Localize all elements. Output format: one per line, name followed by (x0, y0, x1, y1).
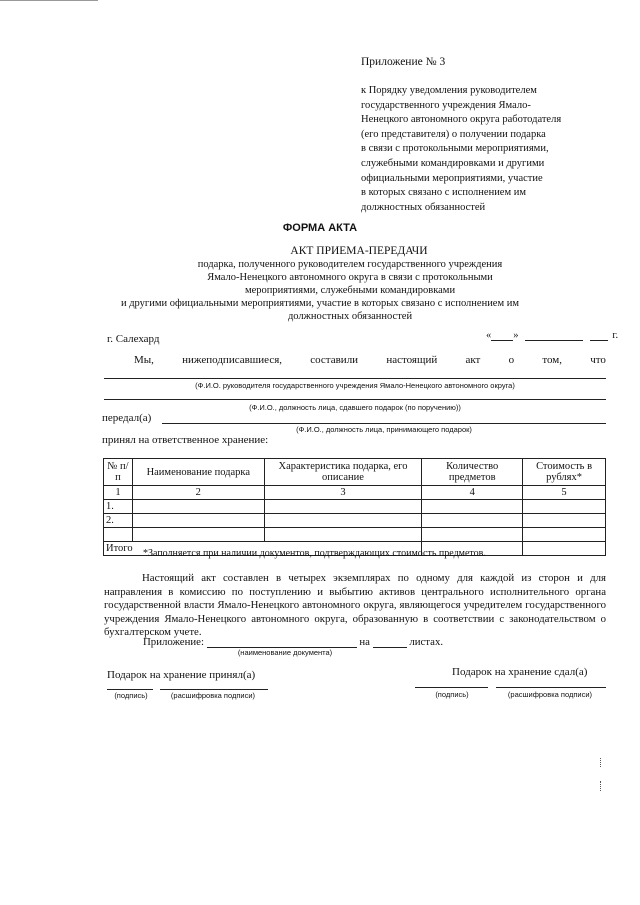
appendix-line: (его представителя) о получении подарка (361, 128, 546, 140)
row-number: 2. (104, 514, 133, 528)
intro-word: том, (542, 354, 562, 366)
appendix-line: в связи с протокольными мероприятиями, (361, 143, 549, 155)
date-year-suffix: г. (612, 330, 619, 341)
date-field[interactable] (486, 330, 618, 341)
cell-cost[interactable] (523, 500, 606, 514)
appendix-line: в которых связано с исполнением им (361, 187, 527, 199)
fio-head-line[interactable] (104, 378, 606, 379)
cell-cost[interactable] (523, 528, 606, 542)
col-number: 3 (264, 486, 422, 500)
appendix-line: официальными мероприятиями, участие (361, 172, 543, 184)
act-subtitle-line: должностных обязанностей (287, 311, 413, 322)
fio-giver-caption: (Ф.И.О., должность лица, сдавшего подарок (по поручению)) (249, 403, 461, 412)
accepted-decoding-line[interactable] (160, 689, 268, 690)
cell-name[interactable] (132, 528, 264, 542)
handed-label: передал(а) (102, 412, 152, 424)
total-cost[interactable] (523, 542, 606, 556)
accepted-signature-caption: (подпись) (114, 691, 148, 700)
fio-head-caption: (Ф.И.О. руководителя государственного учреждения Ямало-Ненецкого автономного округа) (195, 381, 515, 390)
row-number: 1. (104, 500, 133, 514)
fio-receiver-line[interactable] (162, 423, 606, 424)
handed-signature-line[interactable] (415, 687, 488, 688)
date-month-blank[interactable] (525, 330, 583, 341)
act-subtitle-line: и другими официальными мероприятиями, участие в которых связано с исполнением им (120, 298, 520, 309)
act-title: АКТ ПРИЕМА-ПЕРЕДАЧИ (290, 245, 428, 257)
scan-mark (600, 781, 601, 791)
intro-word: что (590, 354, 606, 366)
attachment-label: Приложение: (143, 636, 204, 648)
attachment-sheets: листах. (409, 636, 444, 648)
place-label: г. Салехард (107, 333, 160, 345)
intro-word: о (508, 354, 515, 366)
col-header-name: Наименование подарка (132, 459, 264, 486)
accepted-signature-title: Подарок на хранение принял(а) (107, 669, 256, 681)
act-subtitle-line: Ямало-Ненецкого автономного округа в связи с протокольными (207, 272, 493, 283)
cell-name[interactable] (132, 514, 264, 528)
intro-word: Мы, (134, 354, 154, 366)
col-number: 2 (132, 486, 264, 500)
intro-word: акт (465, 354, 481, 366)
col-number: 5 (523, 486, 606, 500)
cell-quantity[interactable] (422, 500, 523, 514)
accepted-signature-line[interactable] (107, 689, 153, 690)
cell-description[interactable] (264, 514, 422, 528)
handed-signature-title: Подарок на хранение сдал(а) (452, 666, 588, 678)
intro-word: настоящий (386, 354, 438, 366)
col-header-description: Характеристика подарка, его описание (264, 459, 422, 486)
act-subtitle-line: подарка, полученного руководителем государственного учреждения (197, 259, 503, 270)
table-row (104, 500, 606, 514)
column-number-row (104, 486, 606, 500)
date-year-blank[interactable] (590, 330, 608, 341)
col-number: 4 (422, 486, 523, 500)
table-row-empty (104, 528, 606, 542)
handed-decoding-line[interactable] (496, 687, 606, 688)
accepted-label: принял на ответственное хранение: (102, 434, 269, 446)
cell-name[interactable] (132, 500, 264, 514)
date-open-quote: « (486, 330, 492, 341)
form-title: ФОРМА АКТА (282, 222, 358, 234)
col-header-cost: Стоимость в рублях* (523, 459, 606, 486)
date-close-quote: » (513, 330, 519, 341)
handed-decoding-caption: (расшифровка подписи) (507, 690, 593, 699)
fio-receiver-caption: (Ф.И.О., должность лица, принимающего подарок) (296, 425, 472, 434)
cell-description[interactable] (264, 500, 422, 514)
cell-quantity[interactable] (422, 514, 523, 528)
cell-description[interactable] (264, 528, 422, 542)
attachment-row (143, 636, 443, 648)
appendix-line: служебными командировками и другими (361, 157, 545, 169)
fio-giver-line[interactable] (104, 399, 606, 400)
corner-rule (0, 0, 98, 1)
appendix-title: Приложение № 3 (361, 56, 446, 68)
appendix-reference (361, 84, 561, 215)
attachment-sheets-blank[interactable] (373, 637, 407, 648)
handed-signature-caption: (подпись) (435, 690, 469, 699)
appendix-line: должностных обязанностей (361, 201, 486, 213)
col-header-number: № п/п (104, 459, 133, 486)
total-label: Итого (104, 542, 422, 556)
table-header-row (104, 459, 606, 486)
attachment-document-blank[interactable] (207, 637, 357, 648)
table-row (104, 514, 606, 528)
act-subtitle-line: мероприятиями, служебными командировками (244, 285, 456, 296)
intro-word: составили (310, 354, 359, 366)
appendix-line: к Порядку уведомления руководителем (361, 85, 537, 96)
cell-quantity[interactable] (422, 528, 523, 542)
act-subtitle (0, 258, 640, 323)
intro-sentence (134, 354, 606, 366)
act-paragraph: Настоящий акт составлен в четырех экземплярах по одному для каждой из сторон и для направления в комиссию по поступлению и выбытию активов центрального исполнительного органа государственной власти Ямало-Ненецкого автономного округа, являющегося учредителем государственного учреждения Ямало-Ненецкого автономного округа, образованную в соответствии с законодательством о бухгалтерском учете. (104, 572, 606, 639)
cell-cost[interactable] (523, 514, 606, 528)
attachment-on: на (359, 636, 370, 648)
appendix-line: Ненецкого автономного округа работодателя (361, 114, 562, 126)
document-name-caption: (наименование документа) (237, 648, 333, 657)
intro-word: нижеподписавшиеся, (182, 354, 283, 366)
appendix-line: государственного учреждения Ямало- (361, 99, 531, 111)
scan-mark (600, 758, 601, 767)
date-day-blank[interactable] (491, 330, 513, 341)
footnote: *Заполняется при наличии документов, подтверждающих стоимость предметов. (143, 548, 486, 559)
gifts-table (103, 458, 606, 556)
accepted-decoding-caption: (расшифровка подписи) (170, 691, 256, 700)
col-header-quantity: Количество предметов (422, 459, 523, 486)
col-number: 1 (104, 486, 133, 500)
